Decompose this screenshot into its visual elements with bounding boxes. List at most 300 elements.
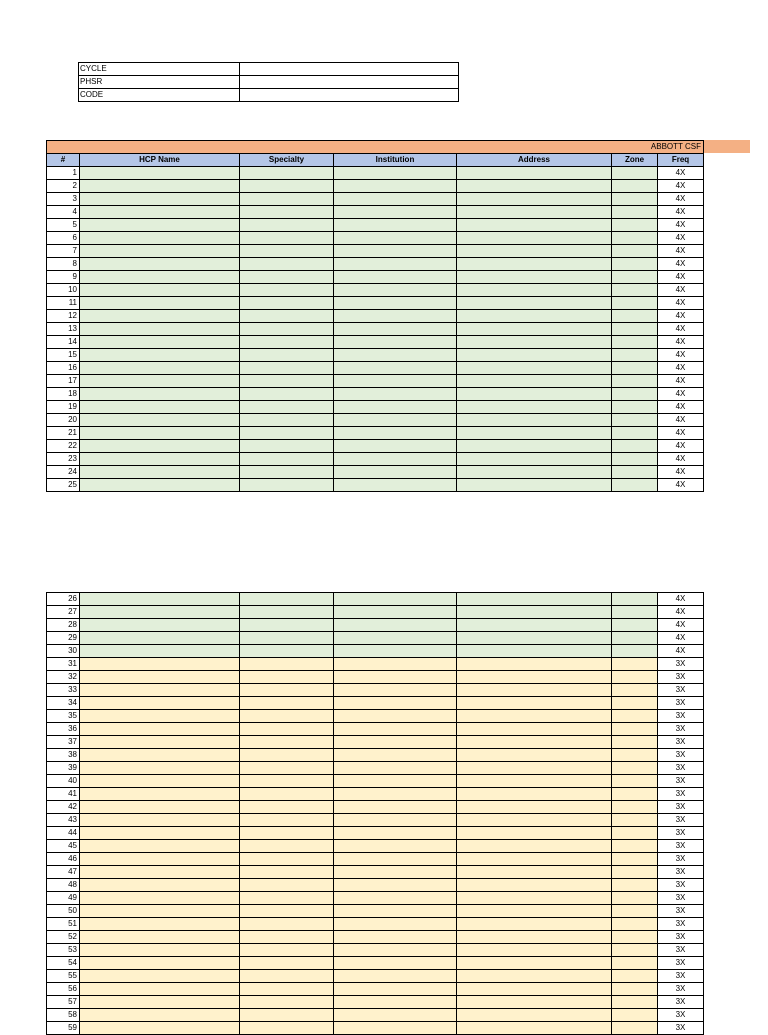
specialty-cell[interactable] (240, 245, 334, 258)
specialty-cell[interactable] (240, 996, 334, 1009)
institution-cell[interactable] (334, 271, 457, 284)
zone-cell[interactable] (612, 723, 658, 736)
zone-cell[interactable] (612, 879, 658, 892)
zone-cell[interactable] (612, 983, 658, 996)
specialty-cell[interactable] (240, 466, 334, 479)
zone-cell[interactable] (612, 957, 658, 970)
address-cell[interactable] (457, 658, 612, 671)
zone-cell[interactable] (612, 219, 658, 232)
zone-cell[interactable] (612, 632, 658, 645)
specialty-cell[interactable] (240, 167, 334, 180)
address-cell[interactable] (457, 788, 612, 801)
hcp-name-cell[interactable] (80, 645, 240, 658)
address-cell[interactable] (457, 697, 612, 710)
hcp-name-cell[interactable] (80, 375, 240, 388)
specialty-cell[interactable] (240, 840, 334, 853)
institution-cell[interactable] (334, 362, 457, 375)
specialty-cell[interactable] (240, 440, 334, 453)
hcp-name-cell[interactable] (80, 632, 240, 645)
specialty-cell[interactable] (240, 219, 334, 232)
specialty-cell[interactable] (240, 918, 334, 931)
specialty-cell[interactable] (240, 944, 334, 957)
zone-cell[interactable] (612, 323, 658, 336)
specialty-cell[interactable] (240, 645, 334, 658)
institution-cell[interactable] (334, 710, 457, 723)
hcp-name-cell[interactable] (80, 723, 240, 736)
zone-cell[interactable] (612, 232, 658, 245)
zone-cell[interactable] (612, 362, 658, 375)
hcp-name-cell[interactable] (80, 245, 240, 258)
address-cell[interactable] (457, 593, 612, 606)
institution-cell[interactable] (334, 918, 457, 931)
address-cell[interactable] (457, 440, 612, 453)
zone-cell[interactable] (612, 710, 658, 723)
zone-cell[interactable] (612, 479, 658, 492)
institution-cell[interactable] (334, 1022, 457, 1035)
address-cell[interactable] (457, 193, 612, 206)
address-cell[interactable] (457, 1022, 612, 1035)
institution-cell[interactable] (334, 388, 457, 401)
institution-cell[interactable] (334, 193, 457, 206)
institution-cell[interactable] (334, 232, 457, 245)
institution-cell[interactable] (334, 414, 457, 427)
specialty-cell[interactable] (240, 723, 334, 736)
institution-cell[interactable] (334, 788, 457, 801)
address-cell[interactable] (457, 180, 612, 193)
address-cell[interactable] (457, 892, 612, 905)
institution-cell[interactable] (334, 957, 457, 970)
hcp-name-cell[interactable] (80, 310, 240, 323)
specialty-cell[interactable] (240, 814, 334, 827)
hcp-name-cell[interactable] (80, 606, 240, 619)
institution-cell[interactable] (334, 375, 457, 388)
zone-cell[interactable] (612, 193, 658, 206)
table-row (47, 723, 704, 736)
specialty-cell[interactable] (240, 297, 334, 310)
institution-cell[interactable] (334, 479, 457, 492)
zone-cell[interactable] (612, 245, 658, 258)
specialty-cell[interactable] (240, 697, 334, 710)
institution-cell[interactable] (334, 606, 457, 619)
institution-cell[interactable] (334, 632, 457, 645)
hcp-name-cell[interactable] (80, 297, 240, 310)
zone-cell[interactable] (612, 827, 658, 840)
specialty-cell[interactable] (240, 479, 334, 492)
zone-cell[interactable] (612, 645, 658, 658)
specialty-cell[interactable] (240, 180, 334, 193)
institution-cell[interactable] (334, 840, 457, 853)
specialty-cell[interactable] (240, 323, 334, 336)
zone-cell[interactable] (612, 1022, 658, 1035)
zone-cell[interactable] (612, 684, 658, 697)
hcp-name-cell[interactable] (80, 466, 240, 479)
specialty-cell[interactable] (240, 658, 334, 671)
institution-cell[interactable] (334, 427, 457, 440)
zone-cell[interactable] (612, 180, 658, 193)
hcp-name-cell[interactable] (80, 362, 240, 375)
hcp-name-cell[interactable] (80, 271, 240, 284)
phsr-value[interactable] (240, 76, 459, 89)
zone-cell[interactable] (612, 1009, 658, 1022)
zone-cell[interactable] (612, 388, 658, 401)
address-cell[interactable] (457, 479, 612, 492)
hcp-name-cell[interactable] (80, 1022, 240, 1035)
hcp-name-cell[interactable] (80, 996, 240, 1009)
specialty-cell[interactable] (240, 827, 334, 840)
address-cell[interactable] (457, 996, 612, 1009)
institution-cell[interactable] (334, 944, 457, 957)
institution-cell[interactable] (334, 336, 457, 349)
specialty-cell[interactable] (240, 362, 334, 375)
hcp-name-cell[interactable] (80, 866, 240, 879)
address-cell[interactable] (457, 1009, 612, 1022)
institution-cell[interactable] (334, 931, 457, 944)
institution-cell[interactable] (334, 219, 457, 232)
specialty-cell[interactable] (240, 801, 334, 814)
zone-cell[interactable] (612, 814, 658, 827)
zone-cell[interactable] (612, 996, 658, 1009)
hcp-name-cell[interactable] (80, 931, 240, 944)
hcp-name-cell[interactable] (80, 336, 240, 349)
hcp-name-cell[interactable] (80, 905, 240, 918)
address-cell[interactable] (457, 323, 612, 336)
hcp-name-cell[interactable] (80, 323, 240, 336)
institution-cell[interactable] (334, 827, 457, 840)
specialty-cell[interactable] (240, 1022, 334, 1035)
specialty-cell[interactable] (240, 892, 334, 905)
specialty-cell[interactable] (240, 866, 334, 879)
zone-cell[interactable] (612, 658, 658, 671)
institution-cell[interactable] (334, 401, 457, 414)
specialty-cell[interactable] (240, 375, 334, 388)
hcp-name-cell[interactable] (80, 401, 240, 414)
address-cell[interactable] (457, 801, 612, 814)
specialty-cell[interactable] (240, 349, 334, 362)
specialty-cell[interactable] (240, 710, 334, 723)
zone-cell[interactable] (612, 775, 658, 788)
institution-cell[interactable] (334, 167, 457, 180)
zone-cell[interactable] (612, 619, 658, 632)
hcp-name-cell[interactable] (80, 788, 240, 801)
address-cell[interactable] (457, 931, 612, 944)
institution-cell[interactable] (334, 749, 457, 762)
address-cell[interactable] (457, 749, 612, 762)
institution-cell[interactable] (334, 983, 457, 996)
institution-cell[interactable] (334, 323, 457, 336)
institution-cell[interactable] (334, 593, 457, 606)
institution-cell[interactable] (334, 996, 457, 1009)
hcp-name-cell[interactable] (80, 957, 240, 970)
zone-cell[interactable] (612, 788, 658, 801)
hcp-name-cell[interactable] (80, 749, 240, 762)
hcp-name-cell[interactable] (80, 258, 240, 271)
zone-cell[interactable] (612, 944, 658, 957)
address-cell[interactable] (457, 853, 612, 866)
address-cell[interactable] (457, 879, 612, 892)
hcp-name-cell[interactable] (80, 453, 240, 466)
specialty-cell[interactable] (240, 775, 334, 788)
institution-cell[interactable] (334, 905, 457, 918)
address-cell[interactable] (457, 219, 612, 232)
zone-cell[interactable] (612, 593, 658, 606)
specialty-cell[interactable] (240, 736, 334, 749)
specialty-cell[interactable] (240, 905, 334, 918)
hcp-name-cell[interactable] (80, 853, 240, 866)
zone-cell[interactable] (612, 918, 658, 931)
specialty-cell[interactable] (240, 619, 334, 632)
zone-cell[interactable] (612, 466, 658, 479)
zone-cell[interactable] (612, 427, 658, 440)
specialty-cell[interactable] (240, 1009, 334, 1022)
zone-cell[interactable] (612, 840, 658, 853)
address-cell[interactable] (457, 905, 612, 918)
specialty-cell[interactable] (240, 671, 334, 684)
institution-cell[interactable] (334, 349, 457, 362)
zone-cell[interactable] (612, 671, 658, 684)
address-cell[interactable] (457, 245, 612, 258)
specialty-cell[interactable] (240, 632, 334, 645)
address-cell[interactable] (457, 232, 612, 245)
zone-cell[interactable] (612, 167, 658, 180)
hcp-name-cell[interactable] (80, 167, 240, 180)
address-cell[interactable] (457, 466, 612, 479)
specialty-cell[interactable] (240, 983, 334, 996)
institution-cell[interactable] (334, 619, 457, 632)
cycle-value[interactable] (240, 63, 459, 76)
address-cell[interactable] (457, 632, 612, 645)
specialty-cell[interactable] (240, 453, 334, 466)
institution-cell[interactable] (334, 245, 457, 258)
institution-cell[interactable] (334, 775, 457, 788)
hcp-name-cell[interactable] (80, 414, 240, 427)
address-cell[interactable] (457, 271, 612, 284)
address-cell[interactable] (457, 671, 612, 684)
hcp-name-cell[interactable] (80, 840, 240, 853)
zone-cell[interactable] (612, 336, 658, 349)
address-cell[interactable] (457, 606, 612, 619)
specialty-cell[interactable] (240, 788, 334, 801)
address-cell[interactable] (457, 944, 612, 957)
institution-cell[interactable] (334, 762, 457, 775)
hcp-name-cell[interactable] (80, 710, 240, 723)
address-cell[interactable] (457, 375, 612, 388)
zone-cell[interactable] (612, 297, 658, 310)
hcp-name-cell[interactable] (80, 619, 240, 632)
hcp-name-cell[interactable] (80, 762, 240, 775)
address-cell[interactable] (457, 827, 612, 840)
specialty-cell[interactable] (240, 310, 334, 323)
hcp-name-cell[interactable] (80, 736, 240, 749)
address-cell[interactable] (457, 775, 612, 788)
zone-cell[interactable] (612, 853, 658, 866)
specialty-cell[interactable] (240, 232, 334, 245)
zone-cell[interactable] (612, 931, 658, 944)
specialty-cell[interactable] (240, 193, 334, 206)
specialty-cell[interactable] (240, 749, 334, 762)
institution-cell[interactable] (334, 697, 457, 710)
institution-cell[interactable] (334, 206, 457, 219)
address-cell[interactable] (457, 736, 612, 749)
row-number: 58 (47, 1009, 80, 1022)
institution-cell[interactable] (334, 892, 457, 905)
institution-cell[interactable] (334, 453, 457, 466)
institution-cell[interactable] (334, 658, 457, 671)
specialty-cell[interactable] (240, 401, 334, 414)
address-cell[interactable] (457, 427, 612, 440)
specialty-cell[interactable] (240, 606, 334, 619)
zone-cell[interactable] (612, 375, 658, 388)
zone-cell[interactable] (612, 271, 658, 284)
address-cell[interactable] (457, 710, 612, 723)
hcp-name-cell[interactable] (80, 918, 240, 931)
hcp-name-cell[interactable] (80, 970, 240, 983)
zone-cell[interactable] (612, 440, 658, 453)
hcp-name-cell[interactable] (80, 658, 240, 671)
hcp-name-cell[interactable] (80, 349, 240, 362)
institution-cell[interactable] (334, 866, 457, 879)
specialty-cell[interactable] (240, 970, 334, 983)
address-cell[interactable] (457, 645, 612, 658)
institution-cell[interactable] (334, 440, 457, 453)
address-cell[interactable] (457, 619, 612, 632)
specialty-cell[interactable] (240, 931, 334, 944)
zone-cell[interactable] (612, 414, 658, 427)
institution-cell[interactable] (334, 736, 457, 749)
hcp-name-cell[interactable] (80, 944, 240, 957)
institution-cell[interactable] (334, 297, 457, 310)
hcp-name-cell[interactable] (80, 427, 240, 440)
zone-cell[interactable] (612, 736, 658, 749)
address-cell[interactable] (457, 362, 612, 375)
address-cell[interactable] (457, 297, 612, 310)
specialty-cell[interactable] (240, 879, 334, 892)
zone-cell[interactable] (612, 310, 658, 323)
institution-cell[interactable] (334, 1009, 457, 1022)
hcp-name-cell[interactable] (80, 892, 240, 905)
institution-cell[interactable] (334, 258, 457, 271)
hcp-name-cell[interactable] (80, 814, 240, 827)
zone-cell[interactable] (612, 453, 658, 466)
specialty-cell[interactable] (240, 684, 334, 697)
address-cell[interactable] (457, 388, 612, 401)
address-cell[interactable] (457, 284, 612, 297)
hcp-name-cell[interactable] (80, 388, 240, 401)
institution-cell[interactable] (334, 814, 457, 827)
hcp-name-cell[interactable] (80, 593, 240, 606)
address-cell[interactable] (457, 310, 612, 323)
address-cell[interactable] (457, 167, 612, 180)
zone-cell[interactable] (612, 892, 658, 905)
institution-cell[interactable] (334, 180, 457, 193)
zone-cell[interactable] (612, 606, 658, 619)
hcp-name-cell[interactable] (80, 801, 240, 814)
address-cell[interactable] (457, 957, 612, 970)
zone-cell[interactable] (612, 905, 658, 918)
specialty-cell[interactable] (240, 593, 334, 606)
specialty-cell[interactable] (240, 853, 334, 866)
zone-cell[interactable] (612, 401, 658, 414)
institution-cell[interactable] (334, 466, 457, 479)
zone-cell[interactable] (612, 801, 658, 814)
institution-cell[interactable] (334, 801, 457, 814)
institution-cell[interactable] (334, 645, 457, 658)
hcp-name-cell[interactable] (80, 193, 240, 206)
zone-cell[interactable] (612, 866, 658, 879)
zone-cell[interactable] (612, 206, 658, 219)
address-cell[interactable] (457, 723, 612, 736)
specialty-cell[interactable] (240, 414, 334, 427)
address-cell[interactable] (457, 401, 612, 414)
hcp-name-cell[interactable] (80, 983, 240, 996)
address-cell[interactable] (457, 918, 612, 931)
zone-cell[interactable] (612, 258, 658, 271)
specialty-cell[interactable] (240, 762, 334, 775)
hcp-name-cell[interactable] (80, 827, 240, 840)
institution-cell[interactable] (334, 879, 457, 892)
specialty-cell[interactable] (240, 336, 334, 349)
hcp-name-cell[interactable] (80, 206, 240, 219)
hcp-name-cell[interactable] (80, 671, 240, 684)
hcp-name-cell[interactable] (80, 284, 240, 297)
specialty-cell[interactable] (240, 284, 334, 297)
address-cell[interactable] (457, 336, 612, 349)
institution-cell[interactable] (334, 684, 457, 697)
address-cell[interactable] (457, 258, 612, 271)
hcp-name-cell[interactable] (80, 684, 240, 697)
address-cell[interactable] (457, 684, 612, 697)
hcp-name-cell[interactable] (80, 219, 240, 232)
address-cell[interactable] (457, 349, 612, 362)
address-cell[interactable] (457, 814, 612, 827)
address-cell[interactable] (457, 866, 612, 879)
institution-cell[interactable] (334, 723, 457, 736)
specialty-cell[interactable] (240, 957, 334, 970)
specialty-cell[interactable] (240, 258, 334, 271)
hcp-name-cell[interactable] (80, 879, 240, 892)
address-cell[interactable] (457, 970, 612, 983)
hcp-name-cell[interactable] (80, 440, 240, 453)
hcp-name-cell[interactable] (80, 232, 240, 245)
zone-cell[interactable] (612, 284, 658, 297)
hcp-name-cell[interactable] (80, 775, 240, 788)
zone-cell[interactable] (612, 749, 658, 762)
institution-cell[interactable] (334, 284, 457, 297)
specialty-cell[interactable] (240, 271, 334, 284)
address-cell[interactable] (457, 983, 612, 996)
zone-cell[interactable] (612, 349, 658, 362)
specialty-cell[interactable] (240, 427, 334, 440)
institution-cell[interactable] (334, 970, 457, 983)
code-value[interactable] (240, 89, 459, 102)
institution-cell[interactable] (334, 671, 457, 684)
institution-cell[interactable] (334, 853, 457, 866)
zone-cell[interactable] (612, 697, 658, 710)
hcp-name-cell[interactable] (80, 180, 240, 193)
specialty-cell[interactable] (240, 388, 334, 401)
address-cell[interactable] (457, 453, 612, 466)
address-cell[interactable] (457, 206, 612, 219)
zone-cell[interactable] (612, 970, 658, 983)
hcp-name-cell[interactable] (80, 479, 240, 492)
hcp-name-cell[interactable] (80, 1009, 240, 1022)
address-cell[interactable] (457, 762, 612, 775)
institution-cell[interactable] (334, 310, 457, 323)
zone-cell[interactable] (612, 762, 658, 775)
hcp-name-cell[interactable] (80, 697, 240, 710)
address-cell[interactable] (457, 840, 612, 853)
specialty-cell[interactable] (240, 206, 334, 219)
address-cell[interactable] (457, 414, 612, 427)
